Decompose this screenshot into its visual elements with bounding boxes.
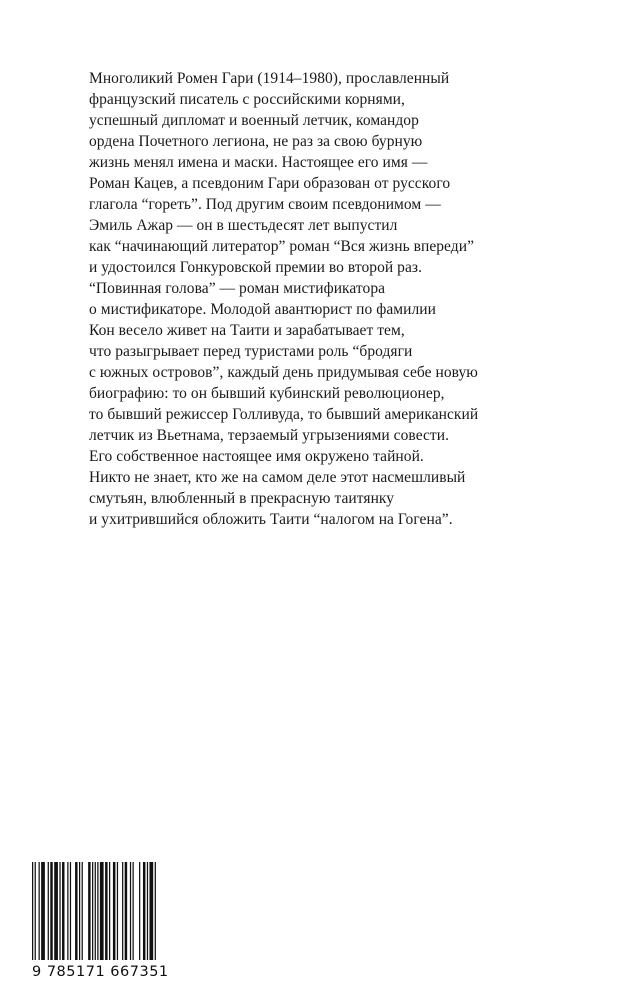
barcode-bar [48, 862, 49, 960]
barcode-bar [125, 862, 127, 960]
blurb-line: летчик из Вьетнама, терзаемый угрызениями совести. [89, 427, 450, 444]
blurb-line: Никто не знает, кто же на самом деле этот насмешливый [89, 469, 466, 486]
barcode-bar [32, 862, 33, 960]
barcode-bar [155, 862, 156, 960]
barcode-bar [59, 862, 60, 960]
barcode-bar [88, 862, 90, 960]
blurb-line: биографию: то он бывший кубинский революционер, [89, 385, 445, 402]
blurb-line: с южных островов”, каждый день придумывая себе новую [89, 364, 478, 381]
barcode-bar [113, 862, 115, 960]
barcode-bar [117, 862, 118, 960]
isbn-barcode [32, 862, 169, 980]
blurb-line: как “начинающий литератор” роман “Вся жизнь впереди” [89, 238, 474, 255]
barcode-bar [50, 862, 52, 960]
blurb-line: что разыгрывает перед туристами роль “бродяги [89, 343, 413, 360]
blurb-line: французский писатель с российскими корнями, [89, 91, 405, 108]
blurb-line: Многоликий Ромен Гари (1914–1980), прославленный [89, 70, 450, 87]
blurb-line: глагола “гореть”. Под другим своим псевдонимом — [89, 196, 441, 213]
barcode-bar [75, 862, 77, 960]
barcode-bar [92, 862, 93, 960]
barcode-bar [79, 862, 80, 960]
barcode-bar [82, 862, 83, 960]
barcode-bars [32, 862, 156, 962]
barcode-bar [105, 862, 107, 960]
isbn-number: 9 785171 667351 [32, 964, 169, 980]
barcode-bar [54, 862, 58, 960]
blurb-line: Его собственное настоящее имя окружено тайной. [89, 448, 424, 465]
barcode-bar [67, 862, 68, 960]
barcode-bar [62, 862, 64, 960]
blurb-line: ордена Почетного легиона, не раз за свою бурную [89, 133, 423, 150]
barcode-bar [147, 862, 148, 960]
barcode-bar [97, 862, 98, 960]
blurb-line: жизнь менял имена и маски. Настоящее его имя — [89, 154, 428, 171]
blurb-line: “Повинная голова” — роман мистификатора [89, 280, 386, 297]
barcode-bar [149, 862, 153, 960]
blurb-line: и ухитрившийся обложить Таити “налогом на Гогена”. [89, 511, 453, 528]
barcode-bar [130, 862, 131, 960]
blurb-line: и удостоился Гонкуровской премии во второй раз. [89, 259, 422, 276]
barcode-bar [35, 862, 36, 960]
blurb-line: Эмиль Ажар — он в шестьдесят лет выпустил [89, 217, 398, 234]
blurb-line: о мистификаторе. Молодой авантюрист по фамилии [89, 301, 436, 318]
barcode-bar [70, 862, 71, 960]
barcode-bar [133, 862, 134, 960]
barcode-bar [39, 862, 40, 960]
barcode-bar [100, 862, 104, 960]
blurb-line: Кон весело живет на Таити и зарабатывает тем, [89, 322, 405, 339]
barcode-bar [122, 862, 123, 960]
blurb-line: Роман Кацев, а псевдоним Гари образован от русского [89, 175, 451, 192]
barcode-bar [143, 862, 145, 960]
barcode-bar [95, 862, 96, 960]
blurb-line: то бывший режиссер Голливуда, то бывший американский [89, 406, 479, 423]
blurb-line: успешный дипломат и военный летчик, командор [89, 112, 419, 129]
barcode-bar [109, 862, 110, 960]
barcode-bar [139, 862, 140, 960]
barcode-bar [41, 862, 45, 960]
blurb-line: смутьян, влюбленный в прекрасную таитянку [89, 490, 395, 507]
